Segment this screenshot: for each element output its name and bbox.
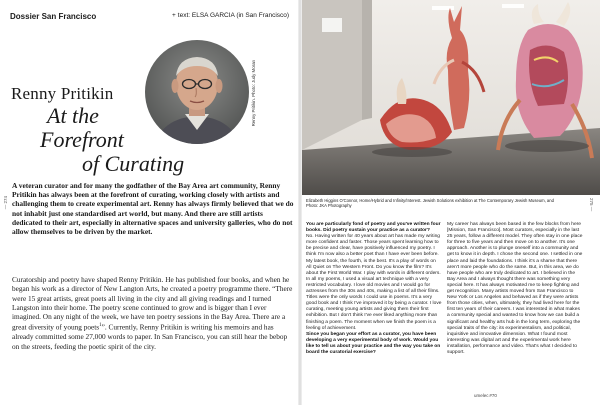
interviewee-name: Renny Pritikin: [11, 84, 114, 103]
section-title: Dossier San Francisco: [10, 12, 97, 21]
headline-line: of Curating: [82, 151, 185, 176]
headline-line: At the: [47, 103, 99, 128]
exhibition-photo: [302, 0, 600, 195]
gallery-installation-illustration: [302, 0, 600, 195]
lede-paragraph: A veteran curator and for many the godfather of the Bay Area art community, Renny Pritikin has always been at the forefront of curating, working closely with artists and challenging them to create experimental art. Renny has always firmly believed that we do not inhabit just one standardised art world, but many. And there are still artists dedicated to their art, especially in alternative spaces and university galleries, who do not allow themselves to be driven by the market.: [12, 181, 294, 237]
plus-icon: +: [172, 12, 176, 19]
body-paragraph: [12, 275, 295, 351]
portrait-photo: [145, 40, 249, 144]
interview-column: [306, 222, 442, 356]
author-credit: [172, 12, 289, 19]
interview-question: You are particularly fond of poetry and you've written four books. Did poetry sustain your practice as a curator?: [306, 222, 441, 234]
headline-line: Forefront: [40, 127, 124, 152]
page-margin-mark: 275 —: [589, 198, 594, 212]
interview-column: [447, 222, 583, 356]
author-credit-text: text: ELSA GARCIA (in San Francisco): [177, 12, 290, 19]
portrait-illustration: [145, 40, 249, 144]
interview-answer: No. Having written for 40 years about art has made my writing more confident and faster. Those years spent learning how to be precise and clear, have positively influenced my poetry. I think I'm now also a better poet than I have ever been before. My latest book, the fourth, is the best. It's a play of words on All Quiet on The Western Front. Do you know the film? It's about the First World War. I play with words in different orders. In all my poems, I used a visual art technique with a very restricted vocabulary. I love old movies and I would go for actresses from the 30s and 40s, making a list of all their films. Titles were the only words I could use in poems. It's a very good book and I think I've improved it by being a curator. I love curating, meeting young artists and giving them their first exhibition. But I don't think I've ever liked anything more than finishing a poem. The moment when we finish the poem is a feeling of achievement.: [306, 234, 442, 331]
photo-caption: Elizabeth Higgins O'Connor, Home/Hybrid and Infinity/Interest. Jewish Solutions exhibition at The Contemporary Jewish Museum, and Photo: JKA Photography: [306, 198, 554, 209]
portrait-photo-credit: Renny Pritikin. Photo: Judy Moran: [251, 60, 256, 127]
footnote-marker: 1: [99, 323, 102, 329]
interview-answer: My career has always been based in the few blocks from here [Mission, San Francisco]. Most curators, especially in the last 25 years, follow a different model. They often stay in one place for three to five years and then move on to another. It's one approach. Another is to plunge oneself into a community and get to know it in depth. I chose the second one. I settled in one place and laid the foundations. I think it's a shame that there aren't more people who do the same. But, in this area, we do have people who are truly dedicated to art. I believed in the Bay Area and I always thought there was something very special here. It has always motivated me to keep fighting and get recognition. Many artists moved from San Francisco to New York or Los Angeles and behaved as if they were artists from those cities, when, ultimately, they had lived here for the first ten years of their careers. I was interested in what makes a community special and wanted to know how we can build a significant and healthy arts hub in the long term, exploring the special traits of the city: its experimentalism, and political, inquisitive and innovative dimension. What I found most interesting was digital art and the experimental work here installation, performance and video. That's what I decided to support.: [447, 222, 583, 355]
interview-question: Since you began your effort as a curator, you have been developing a very experimental body of work. Would you like to tell us about your practice and the way you take on board the curatorial exercise?: [306, 331, 441, 355]
page-margin-mark: — 274: [3, 196, 8, 210]
body-text-end: ”. Currently, Renny Pritikin is writing his memoirs and has already committed some 27,000 words to paper. In San Francisco, you can still hear the bebop on the streets, feeding the poetic spirit of the city.: [12, 322, 288, 351]
body-text: Curatorship and poetry have shaped Renny Pritikin. He has published four books, and when he began his work as a director of New Langton Arts, he created a poetry programme there. “There were 15 great artists, great poets all living in the city and all giving readings and I turned Langston into their home. The poetry scene continued to grow and is bigger than I ever imagined. On any night of the week, we have ten poetry sessions in the Bay Area. There are a great diversity of young poets: [12, 275, 293, 332]
magazine-folio: umelec #70: [474, 393, 497, 398]
